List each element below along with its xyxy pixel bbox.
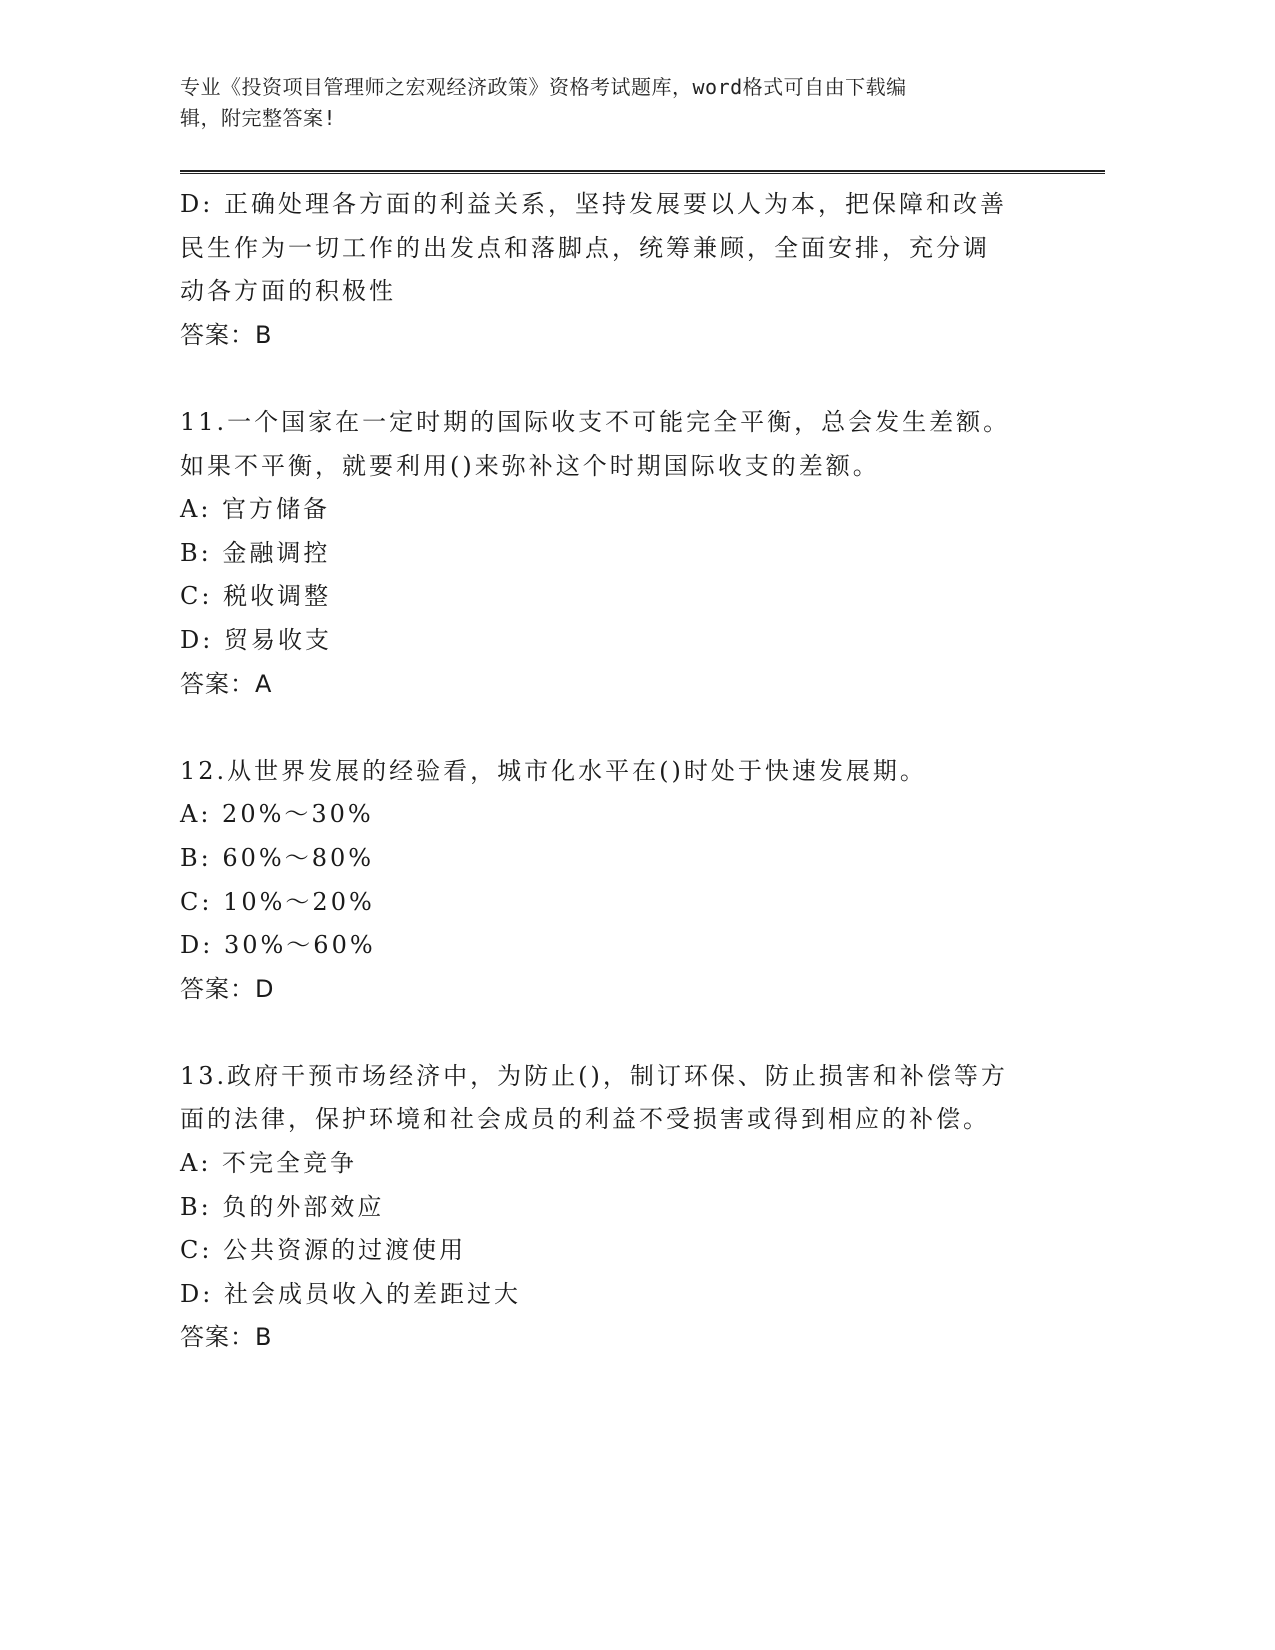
option-c: C: 税收调整: [180, 582, 332, 611]
option-d: D: 社会成员收入的差距过大: [180, 1279, 521, 1308]
header-line-1: 专业《投资项目管理师之宏观经济政策》资格考试题库，word格式可自由下载编: [180, 75, 907, 99]
spacer: [180, 1011, 1060, 1055]
question-stem-line: 12.从世界发展的经验看，城市化水平在()时处于快速发展期。: [180, 756, 927, 785]
option-d-line-3: 动各方面的积极性: [180, 277, 396, 306]
question-stem-line: 13.政府干预市场经济中，为防止()，制订环保、防止损害和补偿等方: [180, 1061, 1008, 1090]
header-divider: [180, 170, 1105, 174]
option-d: D: 贸易收支: [180, 625, 332, 654]
page-header: [180, 72, 1060, 134]
question-list: [180, 183, 1060, 1360]
option-b: B: 负的外部效应: [180, 1192, 385, 1221]
option-a: A: 不完全竞争: [180, 1149, 358, 1178]
answer-line: 答案：D: [180, 974, 275, 1003]
question-stem-line: 11.一个国家在一定时期的国际收支不可能完全平衡，总会发生差额。: [180, 407, 1011, 436]
question-12: [180, 750, 1060, 1012]
question-stem-line: 如果不平衡，就要利用()来弥补这个时期国际收支的差额。: [180, 451, 880, 480]
spacer: [180, 357, 1060, 401]
answer-line: 答案：B: [180, 320, 273, 349]
option-d: D: 30%～60%: [180, 931, 376, 960]
answer-line: 答案：B: [180, 1323, 273, 1352]
option-b: B: 60%～80%: [180, 843, 375, 872]
option-c: C: 10%～20%: [180, 887, 375, 916]
option-a: A: 20%～30%: [180, 800, 374, 829]
option-b: B: 金融调控: [180, 538, 331, 567]
question-10-tail: [180, 183, 1060, 357]
spacer: [180, 706, 1060, 750]
question-stem-line: 面的法律，保护环境和社会成员的利益不受损害或得到相应的补偿。: [180, 1105, 990, 1134]
option-a: A: 官方储备: [180, 495, 331, 524]
option-c: C: 公共资源的过渡使用: [180, 1236, 467, 1265]
option-d-line-2: 民生作为一切工作的出发点和落脚点，统筹兼顾，全面安排，充分调: [180, 233, 990, 262]
header-line-2: 辑，附完整答案!: [180, 106, 337, 130]
option-d-line-1: D: 正确处理各方面的利益关系，坚持发展要以人为本，把保障和改善: [180, 190, 1007, 218]
answer-line: 答案：A: [180, 669, 273, 698]
question-13: [180, 1055, 1060, 1360]
question-11: [180, 401, 1060, 706]
